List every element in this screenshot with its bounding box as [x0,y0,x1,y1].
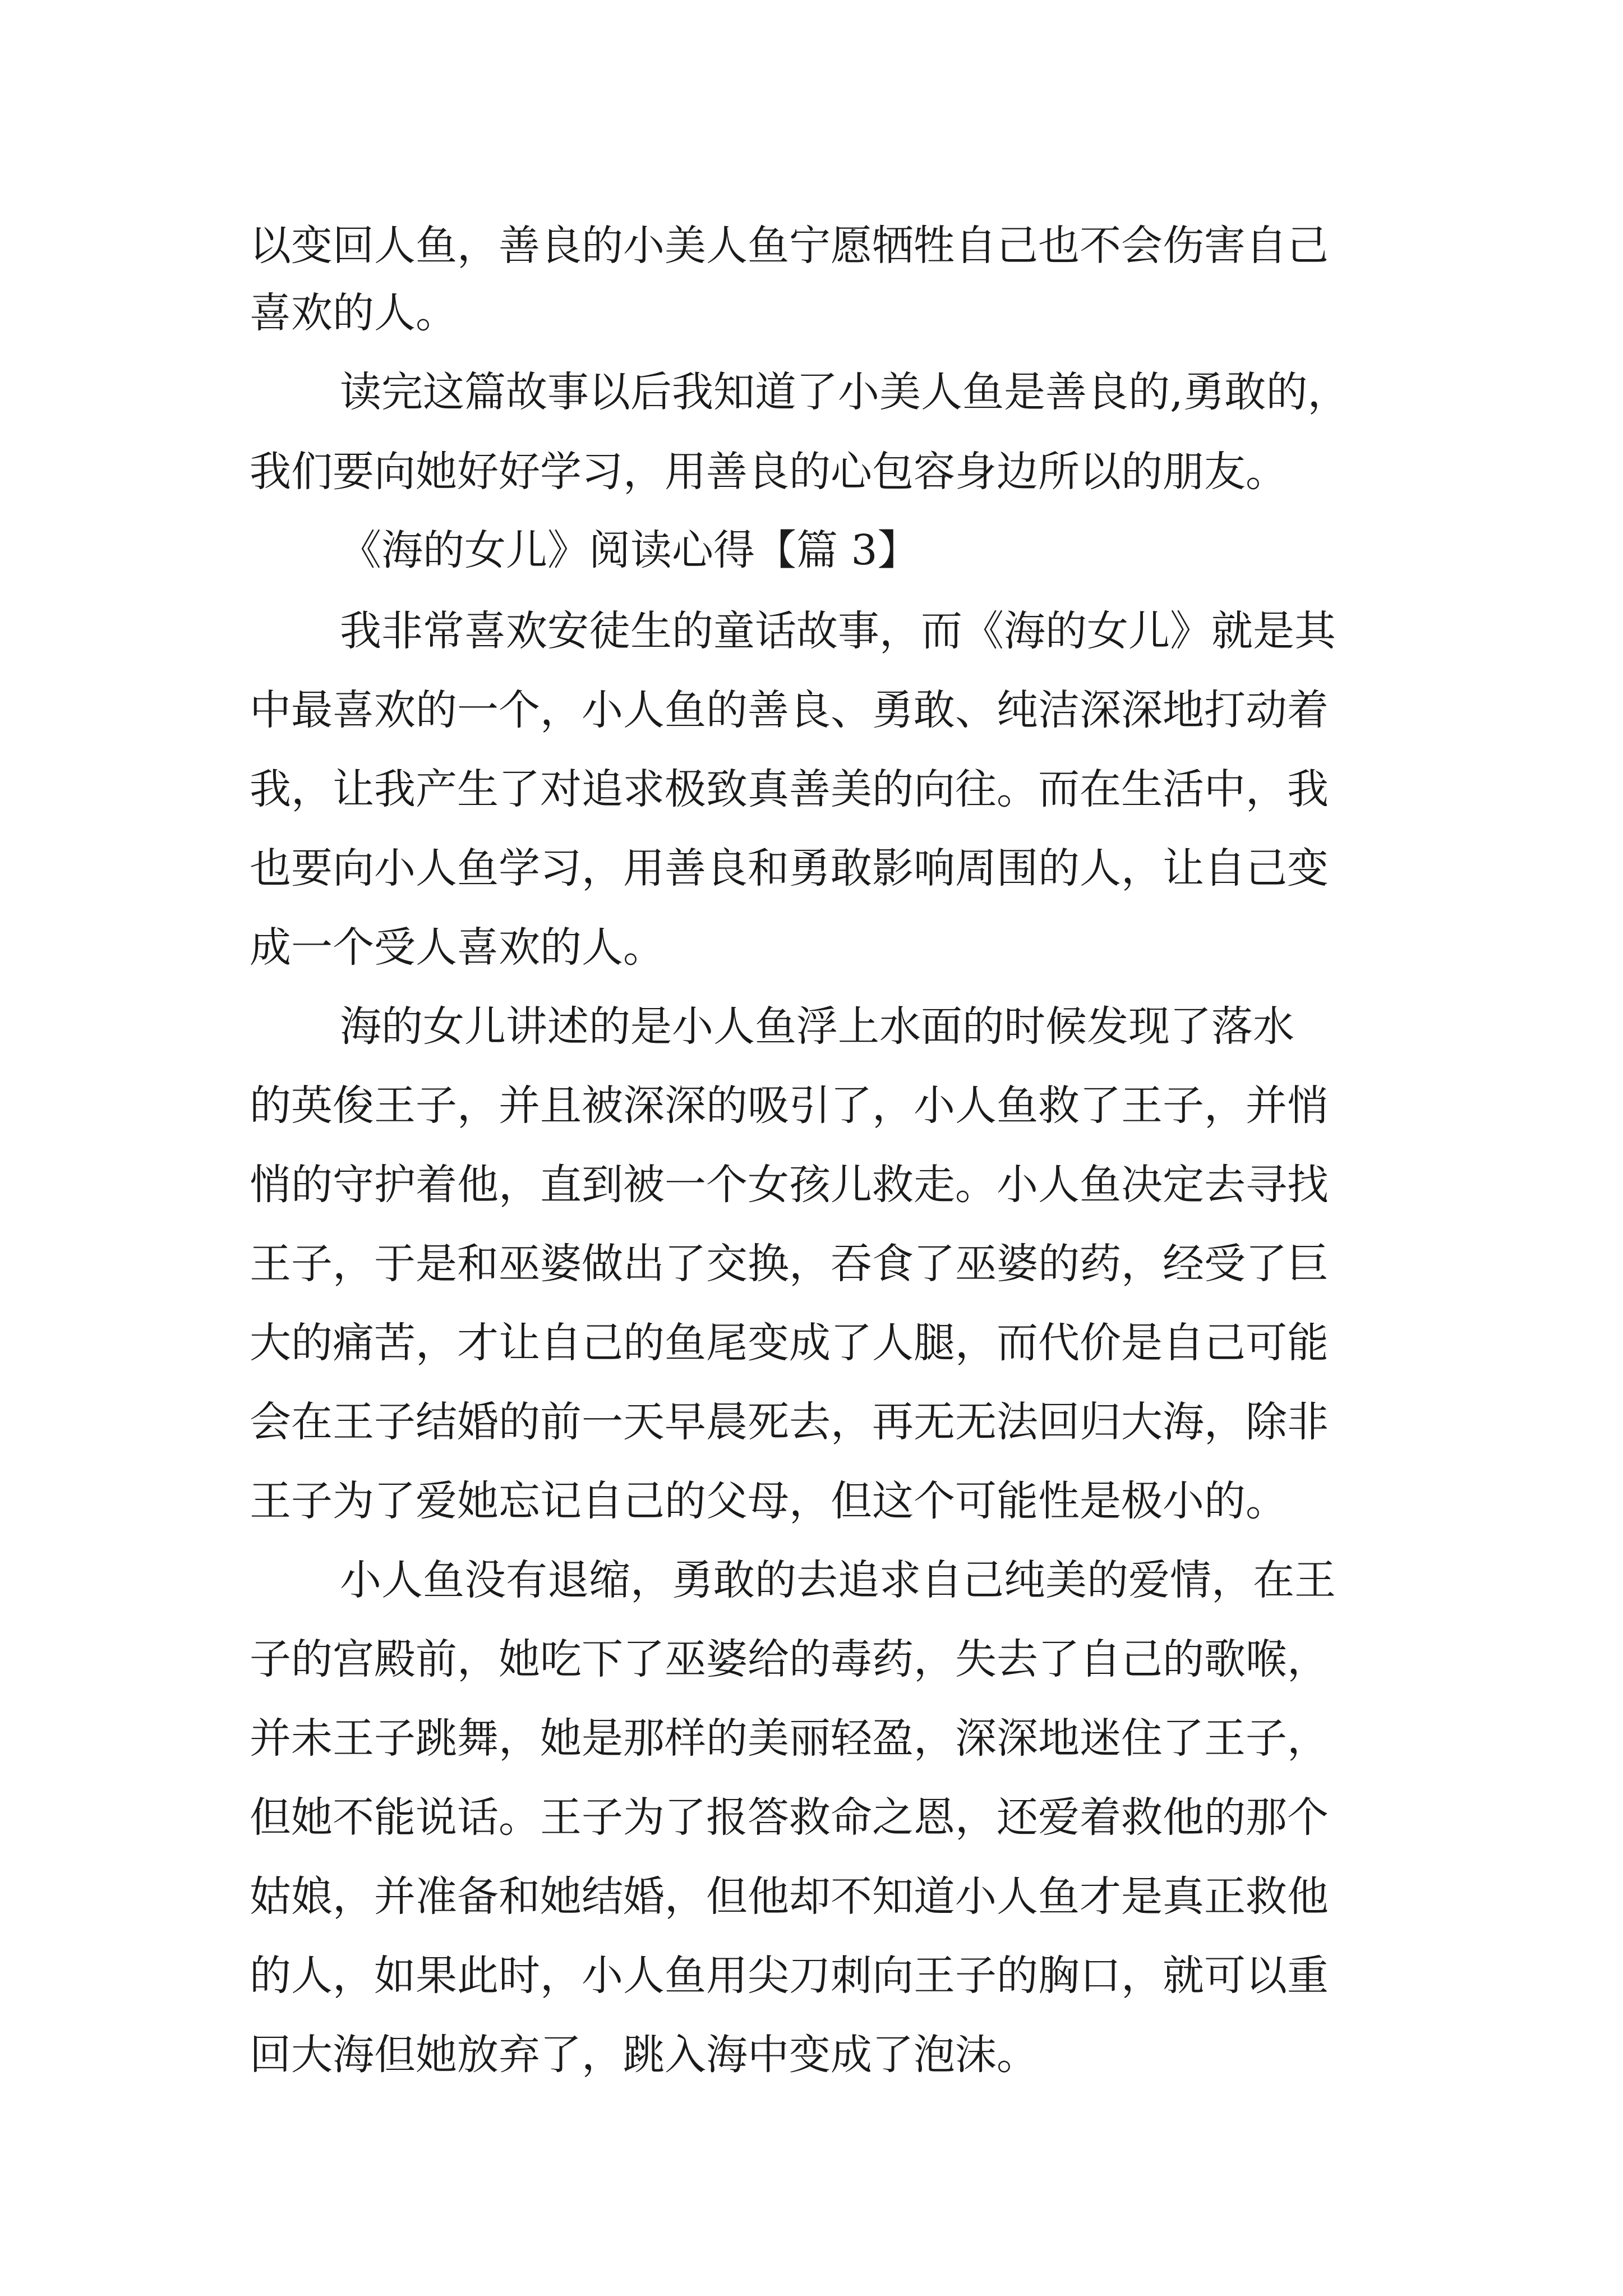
text-line: 海的女儿讲述的是小人鱼浮上水面的时候发现了落水 [340,1002,1294,1051]
text-line: 成一个受人喜欢的人。 [250,923,665,972]
text-line: 以变回人鱼，善良的小美人鱼宁愿牺牲自己也不会伤害自己 [250,222,1329,270]
text-line: 我非常喜欢安徒生的童话故事，而《海的女儿》就是其 [340,607,1336,655]
text-line: 的英俊王子，并且被深深的吸引了，小人鱼救了王子，并悄 [250,1082,1329,1130]
text-line: 我们要向她好好学习，用善良的心包容身边所以的朋友。 [250,448,1287,496]
text-line: 并未王子跳舞，她是那样的美丽轻盈，深深地迷住了王子， [250,1714,1329,1763]
text-line: 小人鱼没有退缩，勇敢的去追求自己纯美的爱情，在王 [340,1556,1336,1604]
text-line: 王子为了爱她忘记自己的父母，但这个可能性是极小的。 [250,1477,1287,1525]
text-line: 子的宫殿前，她吃下了巫婆给的毒药，失去了自己的歌喉， [250,1635,1329,1683]
text-line: 我，让我产生了对追求极致真善美的向往。而在生活中，我 [250,765,1329,813]
text-line: 王子，于是和巫婆做出了交换，吞食了巫婆的药，经受了巨 [250,1240,1329,1288]
text-line: 喜欢的人。 [250,289,457,337]
text-line: 姑娘，并准备和她结婚，但他却不知道小人鱼才是真正救他 [250,1872,1329,1921]
text-line: 会在王子结婚的前一天早晨死去，再无无法回归大海，除非 [250,1398,1329,1446]
text-line: 大的痛苦，才让自己的鱼尾变成了人腿，而代价是自己可能 [250,1319,1329,1367]
text-line: 中最喜欢的一个，小人鱼的善良、勇敢、纯洁深深地打动着 [250,686,1329,734]
section-heading: 《海的女儿》阅读心得【篇 3】 [340,526,919,574]
text-line: 的人，如果此时，小人鱼用尖刀刺向王子的胸口，就可以重 [250,1952,1329,2000]
text-line: 悄的守护着他，直到被一个女孩儿救走。小人鱼决定去寻找 [250,1161,1329,1209]
text-line: 但她不能说话。王子为了报答救命之恩，还爱着救他的那个 [250,1793,1329,1842]
text-line: 读完这篇故事以后我知道了小美人鱼是善良的,勇敢的， [340,368,1349,416]
text-line: 回大海但她放弃了，跳入海中变成了泡沫。 [250,2031,1038,2079]
text-line: 也要向小人鱼学习，用善良和勇敢影响周围的人，让自己变 [250,844,1329,892]
